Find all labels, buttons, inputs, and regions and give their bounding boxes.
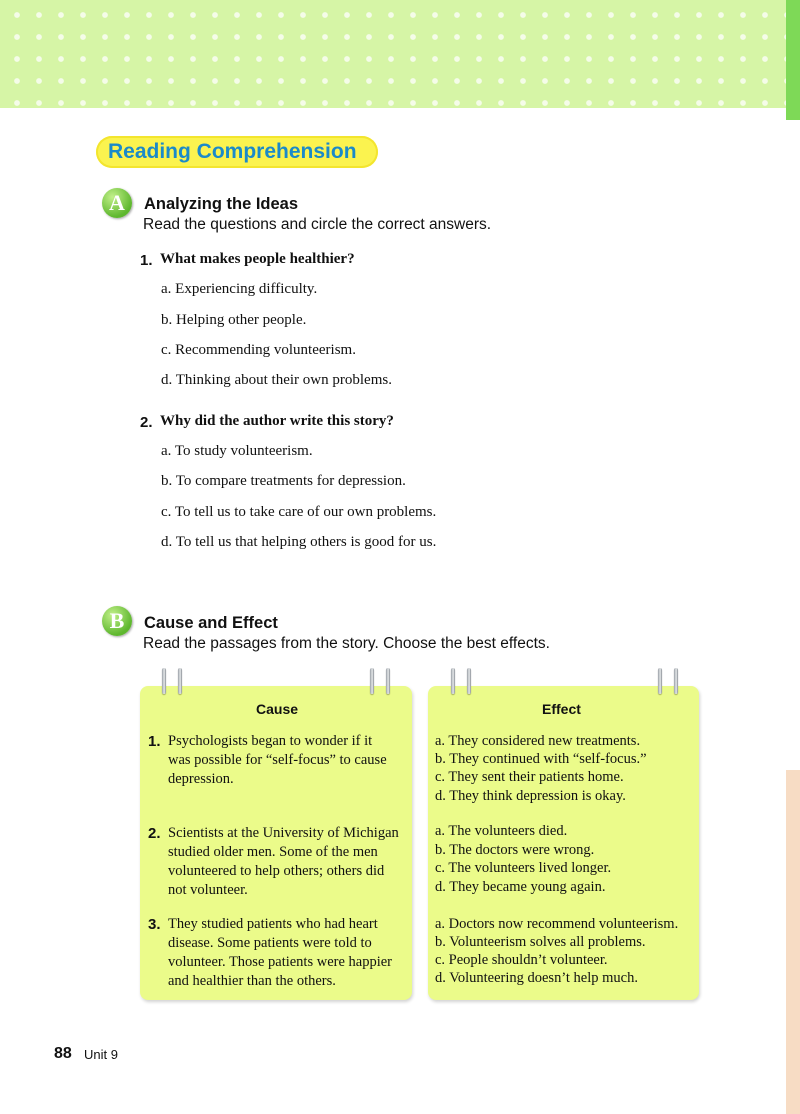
binder-ring [658, 668, 662, 694]
effect-2-option-a[interactable]: a. The volunteers died. [435, 823, 568, 839]
question-2-option-b[interactable]: b. To compare treatments for depression. [161, 473, 406, 489]
effect-1-option-a[interactable]: a. They considered new treatments. [435, 733, 641, 749]
effect-1-option-d[interactable]: d. They think depression is okay. [435, 788, 626, 804]
cause-1-line: Psychologists began to wonder if it [168, 733, 373, 749]
binder-ring [386, 668, 390, 694]
section-title [96, 136, 378, 168]
right-edge-strip [786, 0, 800, 120]
question-2-option-d[interactable]: d. To tell us that helping others is good for us. [161, 534, 437, 550]
cause-2-number: 2. [148, 825, 161, 842]
cause-2-line: not volunteer. [168, 882, 248, 898]
question-1-number: 1. [140, 252, 153, 269]
binder-ring [162, 668, 166, 694]
top-banner [0, 0, 786, 108]
unit-label: Unit 9 [84, 1047, 118, 1062]
cause-1-line: depression. [168, 771, 234, 787]
effect-2-option-b[interactable]: b. The doctors were wrong. [435, 842, 595, 858]
binder-ring [370, 668, 374, 694]
question-1-text: What makes people healthier? [160, 251, 355, 267]
question-2-option-c[interactable]: c. To tell us to take care of our own problems. [161, 504, 437, 520]
cause-1-line: was possible for “self-focus” to cause [168, 752, 387, 768]
question-2-text: Why did the author write this story? [160, 413, 394, 429]
cause-3-line: They studied patients who had heart [168, 916, 378, 932]
part-a-title: Analyzing the Ideas [144, 195, 299, 213]
effect-1-option-b[interactable]: b. They continued with “self-focus.” [435, 751, 647, 767]
cause-3-line: disease. Some patients were told to [168, 935, 372, 951]
cause-3-number: 3. [148, 916, 161, 933]
part-b-badge: B [102, 606, 132, 636]
effect-3-option-c[interactable]: c. People shouldn’t volunteer. [435, 952, 608, 968]
question-2-number: 2. [140, 414, 153, 431]
question-1-option-d[interactable]: d. Thinking about their own problems. [161, 372, 392, 388]
cause-3-line: volunteer. Those patients were happier [168, 954, 393, 970]
effect-3-option-d[interactable]: d. Volunteering doesn’t help much. [435, 970, 638, 986]
effect-1-option-c[interactable]: c. They sent their patients home. [435, 769, 624, 785]
part-b-title: Cause and Effect [144, 614, 278, 632]
binder-ring [674, 668, 678, 694]
cause-2-line: studied older men. Some of the men [168, 844, 378, 860]
cause-1-number: 1. [148, 733, 161, 750]
question-2-option-a[interactable]: a. To study volunteerism. [161, 443, 313, 459]
effect-3-option-a[interactable]: a. Doctors now recommend volunteerism. [435, 916, 679, 932]
binder-ring [451, 668, 455, 694]
cause-header: Cause [256, 701, 299, 717]
part-a-badge: A [102, 188, 132, 218]
binder-ring [467, 668, 471, 694]
cause-3-line: and healthier than the others. [168, 973, 336, 989]
binder-ring [178, 668, 182, 694]
right-edge-tab [786, 770, 800, 1114]
effect-2-option-c[interactable]: c. The volunteers lived longer. [435, 860, 612, 876]
effect-2-option-d[interactable]: d. They became young again. [435, 879, 606, 895]
cause-2-line: Scientists at the University of Michigan [168, 825, 399, 841]
part-b-instructions: Read the passages from the story. Choose the best effects. [143, 635, 550, 652]
page-number: 88 [54, 1045, 72, 1062]
effect-header: Effect [542, 701, 581, 717]
part-a-instructions: Read the questions and circle the correct answers. [143, 216, 492, 233]
section-title-text: Reading Comprehension [108, 140, 357, 163]
question-1-option-c[interactable]: c. Recommending volunteerism. [161, 342, 356, 358]
question-1-option-a[interactable]: a. Experiencing difficulty. [161, 281, 318, 297]
cause-2-line: volunteered to help others; others did [168, 863, 385, 879]
effect-3-option-b[interactable]: b. Volunteerism solves all problems. [435, 934, 646, 950]
question-1-option-b[interactable]: b. Helping other people. [161, 312, 307, 328]
